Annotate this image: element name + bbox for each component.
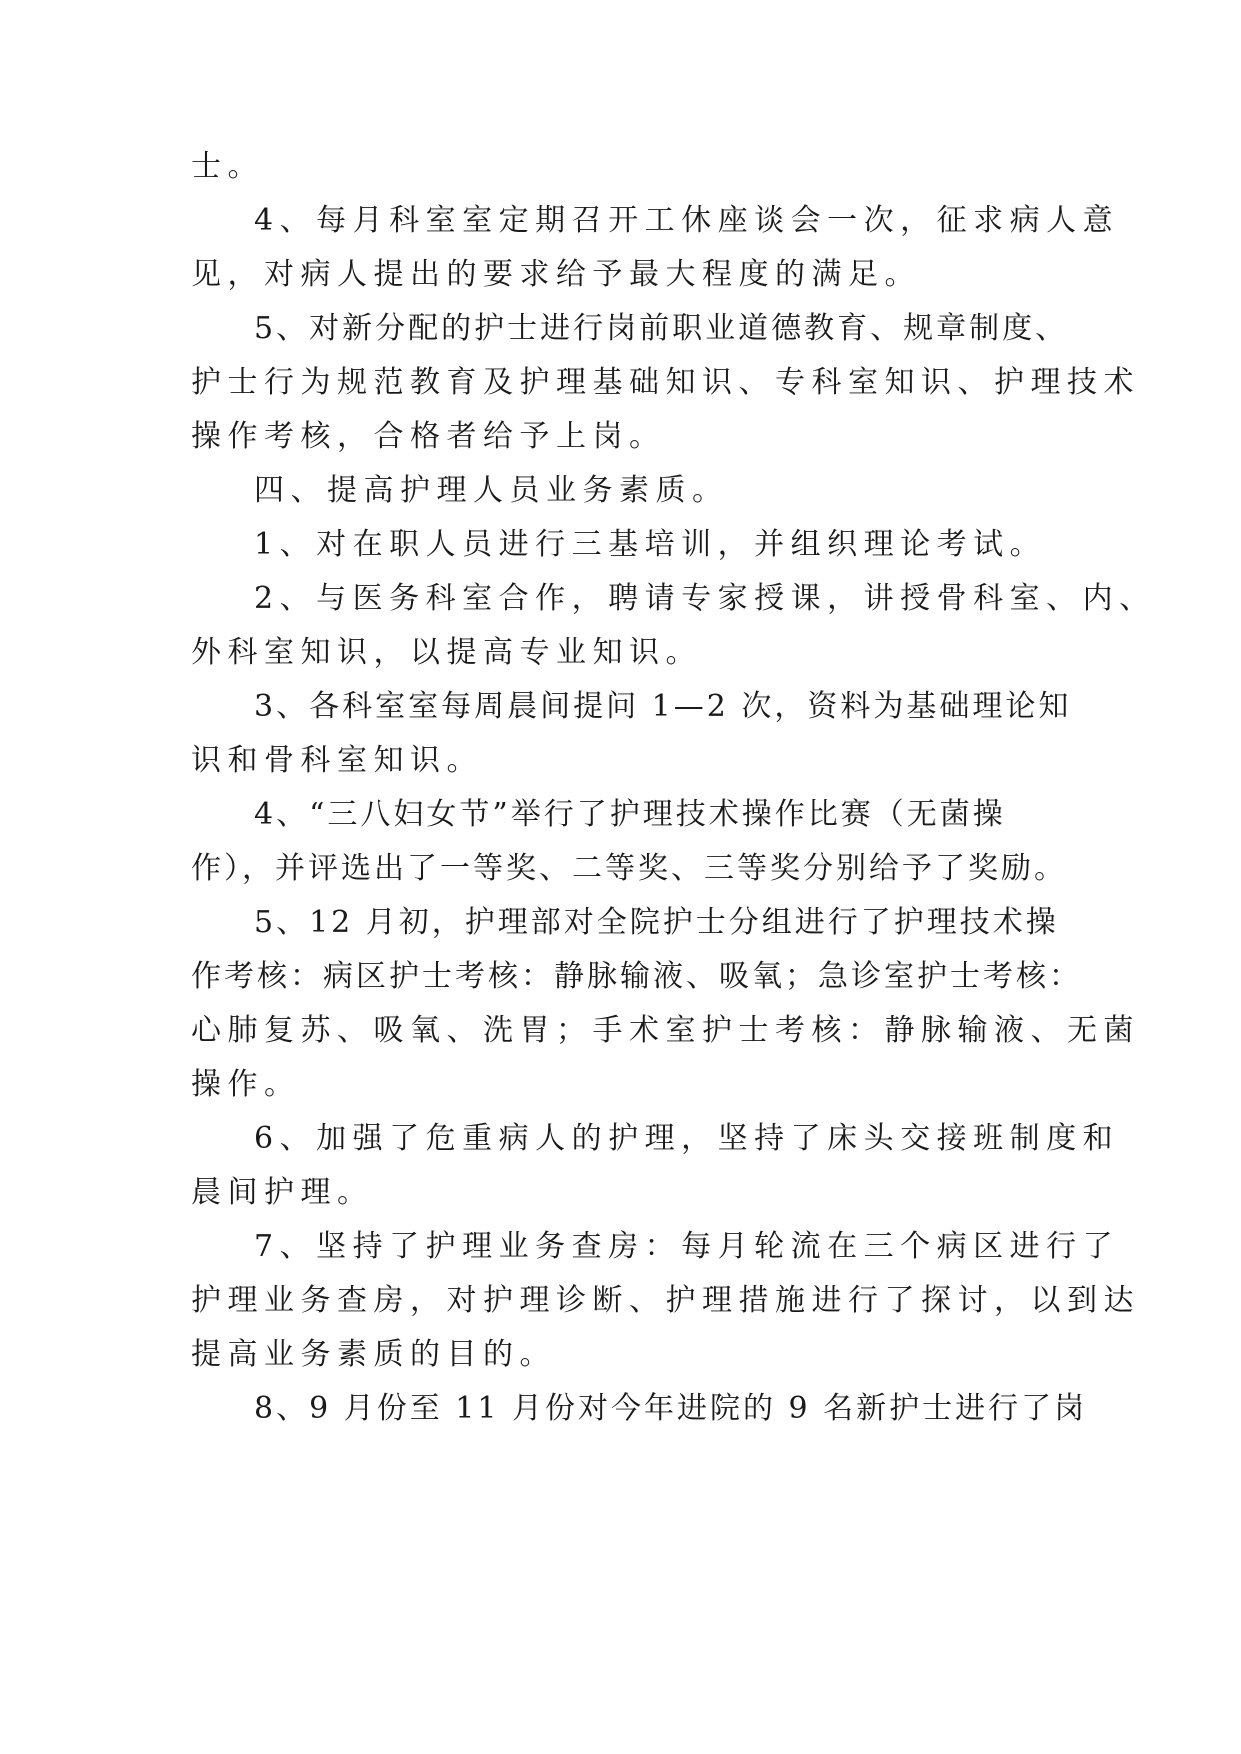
text-line-content: 作），并评选出了一等奖、二等奖、三等奖分别给予了奖励。 [191, 851, 1067, 886]
text-line-content: 护理业务查房，对护理诊断、护理措施进行了探讨，以到达 [191, 1283, 1140, 1318]
text-line-content: 4、每月科室室定期召开工休座谈会一次，征求病人意 [254, 203, 1120, 238]
text-line-content: 4、“三八妇女节”举行了护理技术操作比赛（无菌操 [254, 797, 1006, 832]
text-line-content: 护士行为规范教育及护理基础知识、专科室知识、护理技术 [191, 365, 1140, 400]
text-line-content: 5、12 月初，护理部对全院护士分组进行了护理技术操 [254, 905, 1059, 940]
text-line-content: 操作。 [191, 1067, 301, 1102]
text-line-content: 见，对病人提出的要求给予最大程度的满足。 [191, 257, 921, 292]
text-line-content: 1、对在职人员进行三基培训，并组织理论考试。 [254, 527, 1047, 562]
text-line-content: 四、提高护理人员业务素质。 [254, 473, 729, 508]
text-line-content: 操作考核，合格者给予上岗。 [191, 419, 666, 454]
text-line-content: 晨间护理。 [191, 1175, 374, 1210]
text-line-content: 识和骨科室知识。 [191, 743, 483, 778]
text-line-content: 外科室知识，以提高专业知识。 [191, 635, 702, 670]
text-line-content: 心肺复苏、吸氧、洗胃；手术室护士考核：静脉输液、无菌 [191, 1013, 1140, 1048]
text-line-content: 2、与医务科室合作，聘请专家授课，讲授骨科室、内、 [254, 581, 1156, 616]
text-line-content: 提高业务素质的目的。 [191, 1337, 556, 1372]
text-line-content: 士。 [191, 149, 264, 184]
text-line-content: 5、对新分配的护士进行岗前职业道德教育、规章制度、 [254, 311, 1069, 346]
text-line-content: 3、各科室室每周晨间提问 1—2 次，资料为基础理论知 [254, 689, 1072, 724]
text-line-content: 7、坚持了护理业务查房：每月轮流在三个病区进行了 [254, 1229, 1120, 1264]
text-line-content: 作考核：病区护士考核：静脉输液、吸氧；急诊室护士考核： [191, 959, 1082, 994]
text-line-content: 8、9 月份至 11 月份对今年进院的 9 名新护士进行了岗 [254, 1391, 1088, 1426]
text-line-content: 6、加强了危重病人的护理，坚持了床头交接班制度和 [254, 1121, 1120, 1156]
